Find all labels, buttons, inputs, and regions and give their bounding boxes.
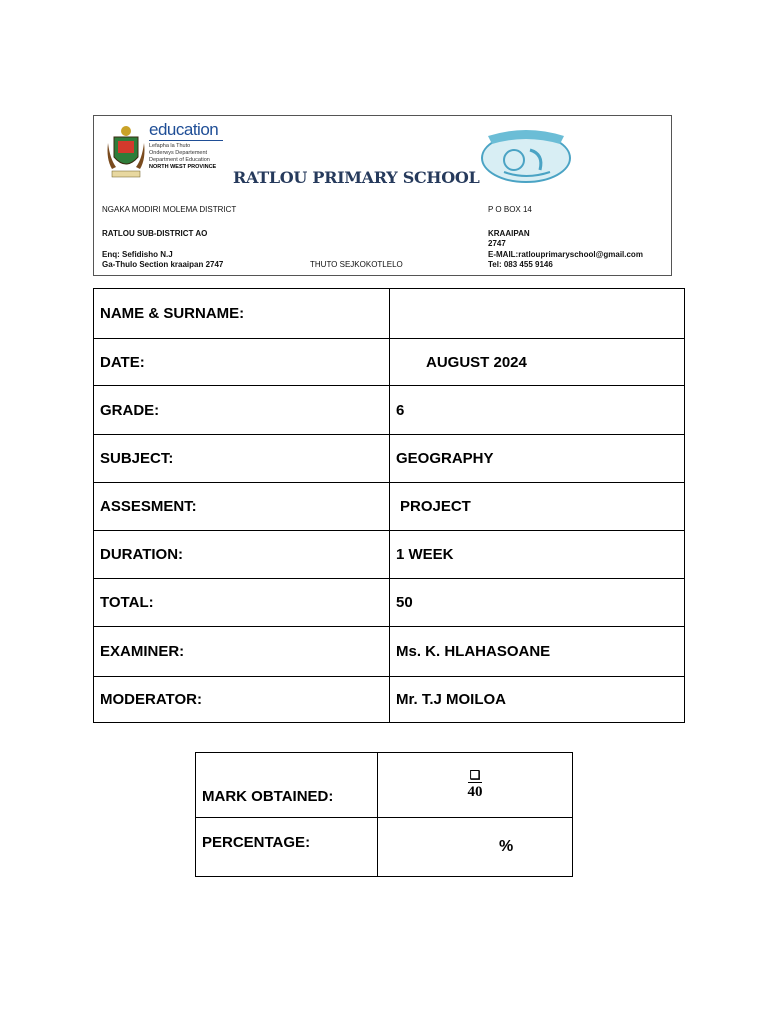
name-label: NAME & SURNAME: <box>94 289 390 339</box>
department-block <box>149 120 223 171</box>
table-row <box>94 289 685 339</box>
assessment-value: PROJECT <box>390 483 685 531</box>
school-name: RATLOU PRIMARY SCHOOL <box>233 168 480 187</box>
moderator-label: MODERATOR: <box>94 677 390 723</box>
moderator-value: Mr. T.J MOILOA <box>390 677 685 723</box>
table-row <box>94 627 685 677</box>
assessment-info-table <box>93 288 685 723</box>
name-value[interactable] <box>390 289 685 339</box>
sub-district-text: RATLOU SUB-DISTRICT AO <box>102 229 208 238</box>
po-box-text: P O BOX 14 <box>488 205 532 214</box>
table-row <box>94 531 685 579</box>
mark-obtained-label: MARK OBTAINED: <box>196 753 378 818</box>
total-label: TOTAL: <box>94 579 390 627</box>
table-row <box>94 579 685 627</box>
table-row <box>94 483 685 531</box>
subject-label: SUBJECT: <box>94 435 390 483</box>
divider <box>149 140 223 141</box>
examiner-value: Ms. K. HLAHASOANE <box>390 627 685 677</box>
letterhead <box>93 115 672 276</box>
subject-value: GEOGRAPHY <box>390 435 685 483</box>
grade-value: 6 <box>390 386 685 435</box>
coat-of-arms-icon <box>106 123 146 181</box>
mark-fraction[interactable] <box>378 753 573 818</box>
province-line: NORTH WEST PROVINCE <box>149 164 217 170</box>
table-row <box>94 435 685 483</box>
postal-code-text: 2747 <box>488 239 506 248</box>
mark-denominator: 40 <box>467 784 483 800</box>
examiner-label: EXAMINER: <box>94 627 390 677</box>
percentage-label: PERCENTAGE: <box>196 818 378 877</box>
email-text: E-MAIL:ratlouprimaryschool@gmail.com <box>488 250 643 259</box>
table-row <box>196 753 573 818</box>
dept-line-2: Onderwys Departement <box>149 150 208 156</box>
school-logo-icon <box>474 124 578 184</box>
percentage-value[interactable]: % <box>378 818 573 877</box>
town-text: KRAAIPAN <box>488 229 530 238</box>
table-row <box>94 339 685 386</box>
address-text: Ga-Thulo Section kraaipan 2747 <box>102 260 224 269</box>
dept-line-3: Department of Education <box>149 157 210 163</box>
marks-table <box>195 752 573 877</box>
enquiries-text: Enq: Sefidisho N.J <box>102 250 173 259</box>
motto-text: THUTO SEJKOKOTLELO <box>310 260 403 269</box>
duration-value: 1 WEEK <box>390 531 685 579</box>
date-label: DATE: <box>94 339 390 386</box>
grade-label: GRADE: <box>94 386 390 435</box>
table-row <box>94 386 685 435</box>
date-value: AUGUST 2024 <box>390 339 685 386</box>
table-row <box>196 818 573 877</box>
total-value: 50 <box>390 579 685 627</box>
duration-label: DURATION: <box>94 531 390 579</box>
education-title: education <box>149 120 219 139</box>
mark-numerator-box: ❑ <box>469 768 481 782</box>
assessment-label: ASSESMENT: <box>94 483 390 531</box>
telephone-text: Tel: 083 455 9146 <box>488 260 553 269</box>
district-text: NGAKA MODIRI MOLEMA DISTRICT <box>102 205 237 214</box>
table-row <box>94 677 685 723</box>
dept-line-1: Lefapha la Thuto <box>149 143 191 149</box>
